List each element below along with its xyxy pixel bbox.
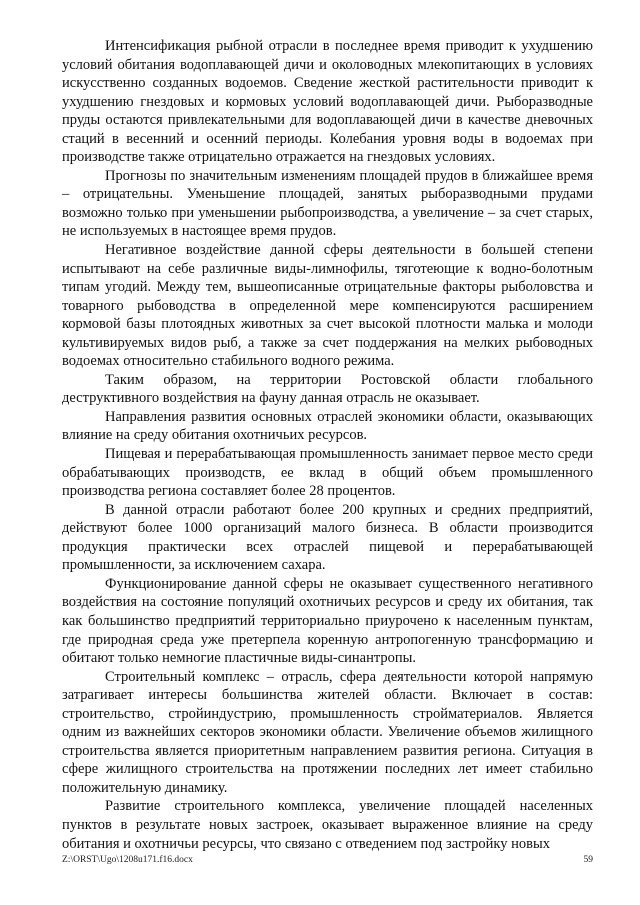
paragraph: Направления развития основных отраслей экономики области, оказывающих влияние на среду обитания охотничьих ресурсов. <box>62 408 593 444</box>
paragraph: Развитие строительного комплекса, увеличение площадей населенных пунктов в результате новых застроек, оказывает выраженное влияние на среду обитания и охотничьи ресурсы, что связано с отведением под застройку новых <box>62 798 593 852</box>
paragraph: Негативное воздействие данной сферы деятельности в большей степени испытывают на себе различные виды-лимнофилы, тяготеющие к водно-болотным типам угодий. Между тем, вышеописанные отрицательные факторы рыболовства и товарного рыбоводства в определенной мере компенсируются расширением кормовой базы плотоядных животных за счет высокой плотности малька и молоди культивируемых видов рыб, а также за счет поддержания на мелких рыбоводных водоемах относительно стабильного водного режима. <box>62 242 593 370</box>
document-body <box>62 37 593 853</box>
paragraph: Интенсификация рыбной отрасли в последнее время приводит к ухудшению условий обитания водоплавающей дичи и околоводных млекопитающих в условиях искусственно созданных водоемов. Сведение жесткой растительности приводит к ухудшению гнездовых и кормовых условий водоплавающей дичи. Рыборазводные пруды остаются привлекательными для водоплавающей дичи в качестве дневочных стаций в весенний и осенний периоды. Колебания уровня воды в водоемах при производстве также отрицательно отражается на гнездовых условиях. <box>62 38 593 166</box>
paragraph: Таким образом, на территории Ростовской области глобального деструктивного воздействия на фауну данная отрасль не оказывает. <box>62 371 593 407</box>
paragraph: В данной отрасли работают более 200 крупных и средних предприятий, действуют более 1000 организаций малого бизнеса. В области производится продукция практически всех отраслей пищевой и перерабатывающей промышленности, за исключением сахара. <box>62 501 593 574</box>
footer-file-path: Z:\ORST\Ugo\1208u171.f16.docx <box>62 855 193 865</box>
page-footer <box>62 855 593 865</box>
page-number: 59 <box>583 855 593 865</box>
paragraph: Пищевая и перерабатывающая промышленность занимает первое место среди обрабатывающих производств, ее вклад в общий объем промышленного производства региона составляет более 28 процентов. <box>62 446 593 500</box>
paragraph: Функционирование данной сферы не оказывает существенного негативного воздействия на состояние популяций охотничьих ресурсов и среду их обитания, так как большинство предприятий территориально приурочено к населенным пунктам, где природная среда уже претерпела коренную антропогенную трансформацию и обитают только немногие пластичные виды-синантропы. <box>62 575 593 667</box>
paragraph: Прогнозы по значительным изменениям площадей прудов в ближайшее время – отрицательны. Уменьшение площадей, занятых рыборазводными прудами возможно только при уменьшении рыбопроизводства, а увеличение – за счет старых, не используемых в настоящее время прудов. <box>62 167 593 240</box>
paragraph: Строительный комплекс – отрасль, сфера деятельности которой напрямую затрагивает интересы большинства жителей области. Включает в состав: строительство, стройиндустрию, промышленность стройматериалов. Является одним из важнейших секторов экономики области. Увеличение объемов жилищного строительства является приоритетным направлением развития региона. Ситуация в сфере жилищного строительства на протяжении последних лет имеет стабильно положительную динамику. <box>62 668 593 796</box>
